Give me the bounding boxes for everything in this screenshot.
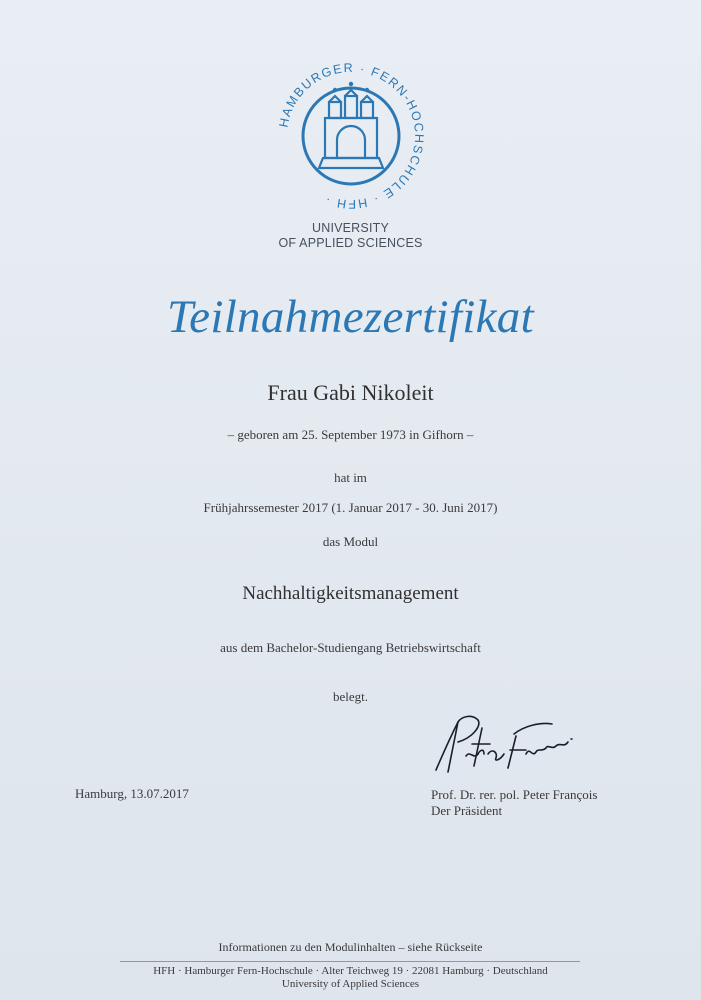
seal-text: HAMBURGER · FERN-HOCHSCHULE · HFH · [276,60,427,212]
signer-name: Prof. Dr. rer. pol. Peter François [431,787,598,802]
hfh-seal-logo [271,56,431,216]
signer-role: Der Präsident [431,803,503,818]
module-name: Nachhaltigkeitsmanagement [242,583,459,604]
birth-info: – geboren am 25. September 1973 in Gifhorn – [227,427,474,442]
footer-divider [120,961,580,962]
castle-icon [319,90,383,168]
semester-text: Frühjahrssemester 2017 (1. Januar 2017 - 30. Juni 2017) [203,500,498,515]
handwritten-signature [428,708,578,778]
footer-university: University of Applied Sciences [281,978,420,990]
institution-line-1: UNIVERSITY [311,221,389,235]
course-text: aus dem Bachelor-Studiengang Betriebswirtschaft [220,640,481,655]
footer-address: HFH · Hamburger Fern-Hochschule · Alter Teichweg 19 · 22081 Hamburg · Deutschland [153,965,548,977]
certificate-title: Teilnahmezertifikat [167,291,534,343]
recipient-name: Frau Gabi Nikoleit [267,380,434,405]
modul-intro-text: das Modul [322,534,379,549]
hat-im-text: hat im [334,470,367,485]
belegt-text: belegt. [332,689,368,704]
footer-info: Informationen zu den Modulinhalten – siehe Rückseite [218,940,483,954]
place-date: Hamburg, 13.07.2017 [75,786,189,801]
institution-line-2: OF APPLIED SCIENCES [278,236,423,250]
